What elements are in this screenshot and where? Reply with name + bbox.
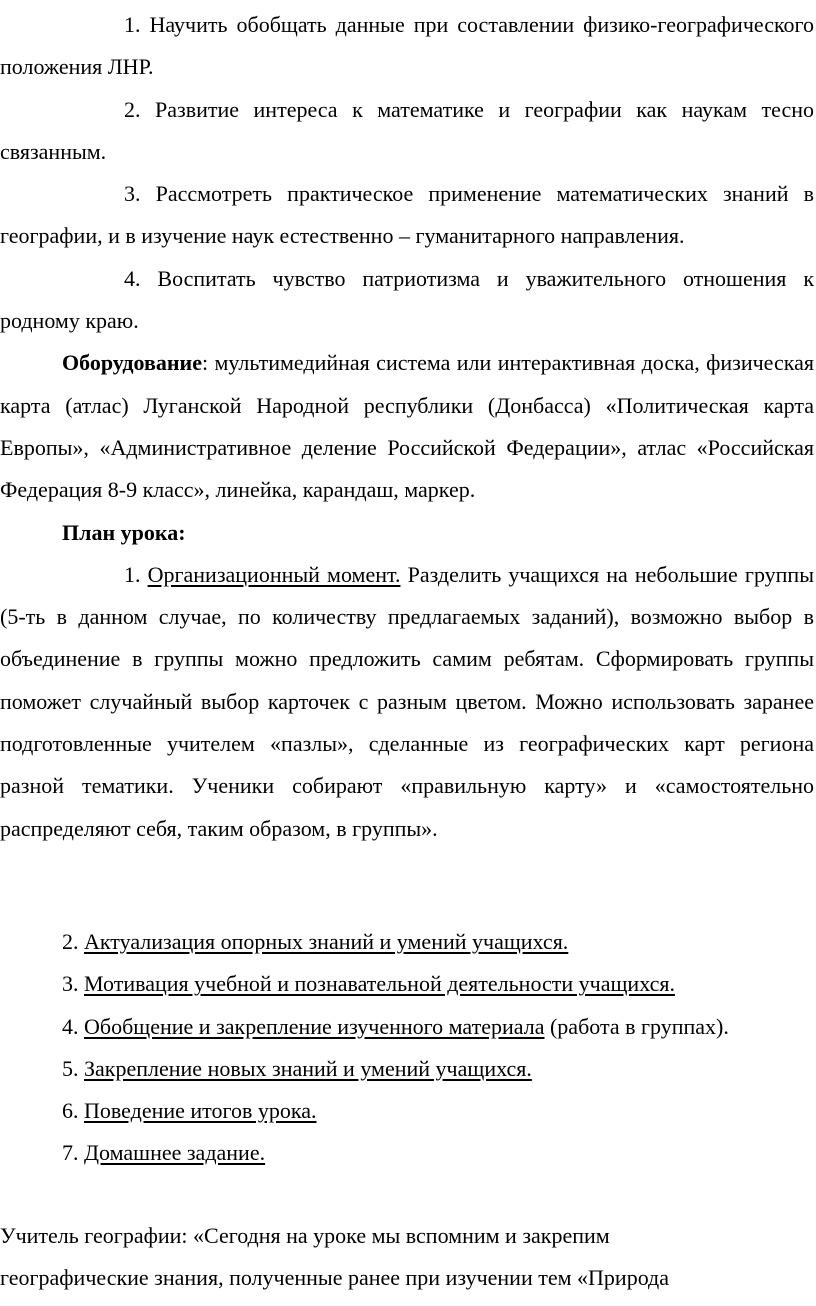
teacher-speech-line: географические знания, полученные ранее при изучении тем «Природа [0, 1265, 670, 1290]
plan-item-number: 1. [124, 561, 141, 587]
plan-item-title: Домашнее задание. [84, 1140, 266, 1166]
plan-item-6 [0, 1090, 816, 1132]
plan-item-title: Мотивация учебной и познавательной деятельности учащихся. [84, 971, 675, 997]
plan-heading [0, 512, 816, 554]
goal-item-2 [0, 89, 816, 174]
lesson-plan-list [0, 921, 816, 1175]
lesson-goals-section [0, 4, 816, 850]
equipment-paragraph [0, 342, 816, 511]
goal-number: 2. [124, 96, 141, 122]
teacher-speech-line: Учитель географии: «Сегодня на уроке мы вспомним и закрепим [0, 1223, 610, 1248]
plan-item-7 [0, 1132, 816, 1174]
plan-item-title: Закрепление новых знаний и умений учащихся. [84, 1055, 532, 1081]
teacher-speech [0, 1215, 816, 1299]
goal-text: Развитие интереса к математике и географии как наукам тесно связанным. [0, 96, 815, 164]
goal-item-4 [0, 258, 816, 343]
goal-number: 1. [124, 12, 141, 37]
goal-text: Рассмотреть практическое применение математических знаний в географии, и в изучение наук естественно – гуманитарного направления. [0, 181, 814, 249]
plan-item-suffix: (работа в группах). [544, 1013, 729, 1039]
equipment-text: : мультимедийная система или интерактивная доска, физическая карта (атлас) Луганской Народной республики (Донбасса) «Политическая карта Европы», «Административное деление Российской Федерации», атлас «Российская Федерация 8-9 класс», линейка, карандаш, маркер. [0, 350, 814, 503]
plan-item-number: 4. [62, 1013, 79, 1039]
equipment-label: Оборудование [62, 350, 202, 376]
plan-item-3 [0, 963, 816, 1005]
plan-item-title: Организационный момент. [147, 561, 401, 587]
goal-number: 4. [124, 265, 141, 291]
goal-number: 3. [124, 181, 141, 207]
goal-item-3 [0, 173, 816, 258]
goal-text: Воспитать чувство патриотизма и уважительного отношения к родному краю. [0, 265, 815, 334]
plan-item-number: 5. [62, 1055, 79, 1081]
plan-item-4 [0, 1006, 816, 1048]
plan-item-number: 7. [62, 1140, 79, 1166]
plan-item-1 [0, 554, 816, 850]
plan-item-number: 3. [62, 971, 79, 997]
plan-item-title: Поведение итогов урока. [84, 1098, 317, 1124]
plan-item-number: 6. [62, 1098, 79, 1124]
plan-item-number: 2. [62, 929, 79, 954]
goal-item-1 [0, 4, 816, 89]
plan-item-2 [0, 921, 816, 963]
goal-text: Научить обобщать данные при составлении физико-географического положения ЛНР. [0, 12, 815, 80]
plan-item-title: Обобщение и закрепление изученного материала [84, 1013, 545, 1039]
plan-item-5 [0, 1048, 816, 1090]
plan-heading-text: План урока: [62, 519, 186, 545]
plan-item-title: Актуализация опорных знаний и умений учащихся. [84, 929, 569, 954]
plan-item-text: Разделить учащихся на небольшие группы (5-ть в данном случае, по количеству предлагаемых заданий), возможно выбор в объединение в группы можно предложить самим ребятам. Сформировать группы поможет случайный выбор карточек с разным цветом. Можно использовать заранее подготовленные учителем «пазлы», сделанные из географических карт региона разной тематики. Ученики собирают «правильную карту» и «самостоятельно распределяют себя, таким образом, в группы». [0, 561, 814, 841]
